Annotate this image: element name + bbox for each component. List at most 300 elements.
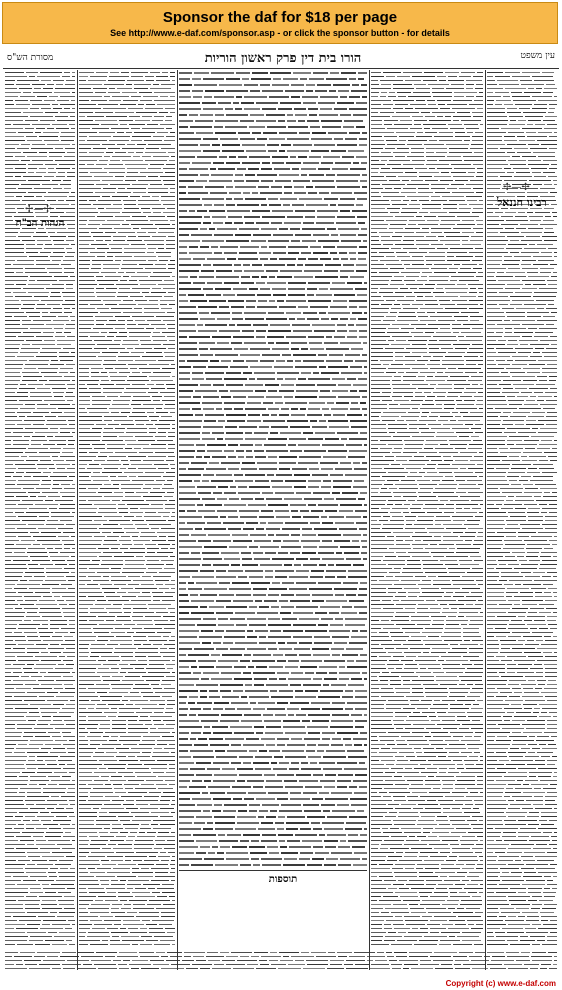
word-mark [360, 654, 367, 656]
word-mark [79, 912, 88, 913]
word-mark [89, 452, 98, 453]
word-mark [34, 296, 48, 297]
word-mark [335, 618, 343, 620]
word-mark [470, 180, 483, 181]
word-mark [360, 630, 367, 632]
text-line [371, 164, 483, 165]
word-mark [79, 760, 97, 761]
word-mark [5, 688, 14, 689]
word-mark [362, 408, 367, 410]
word-mark [252, 276, 259, 278]
word-mark [222, 696, 239, 698]
word-mark [21, 184, 40, 185]
word-mark [392, 168, 413, 169]
word-mark [5, 940, 27, 941]
text-line [179, 384, 367, 386]
word-mark [41, 80, 51, 81]
word-mark [355, 360, 367, 362]
text-line [79, 128, 175, 129]
text-line [5, 704, 75, 705]
word-mark [448, 124, 462, 125]
word-mark [5, 232, 18, 233]
word-mark [5, 116, 28, 117]
text-line [179, 450, 367, 452]
word-mark [202, 552, 219, 554]
word-mark [169, 768, 175, 769]
word-mark [168, 520, 175, 521]
word-mark [279, 762, 289, 764]
word-mark [151, 388, 165, 389]
word-mark [63, 448, 75, 449]
word-mark [142, 356, 163, 357]
word-mark [69, 424, 75, 425]
word-mark [403, 72, 422, 73]
word-mark [190, 594, 198, 596]
word-mark [364, 828, 367, 830]
word-mark [475, 88, 483, 89]
text-line [179, 696, 367, 698]
text-line [179, 678, 367, 680]
word-mark [261, 738, 275, 740]
word-mark [300, 666, 317, 668]
word-mark [472, 136, 483, 137]
word-mark [371, 92, 379, 93]
word-mark [453, 176, 474, 177]
word-mark [179, 468, 186, 470]
text-line [79, 468, 175, 469]
sponsor-subtitle[interactable]: See http://www.e-daf.com/sponsor.asp - or click the sponsor button - for details [3, 28, 557, 39]
word-mark [123, 260, 146, 261]
word-mark [279, 306, 296, 308]
word-mark [5, 716, 24, 717]
word-mark [203, 474, 214, 476]
word-mark [226, 630, 245, 632]
word-mark [88, 80, 106, 81]
text-line [5, 672, 75, 673]
word-mark [5, 80, 15, 81]
word-mark [299, 654, 311, 656]
word-mark [120, 832, 128, 833]
word-mark [333, 258, 339, 260]
word-mark [46, 572, 69, 573]
text-line [79, 648, 175, 649]
text-line [79, 556, 175, 557]
word-mark [217, 342, 229, 344]
text-line [179, 90, 367, 92]
word-mark [214, 204, 224, 206]
text-line [179, 156, 367, 158]
text-line [79, 148, 175, 149]
word-mark [290, 426, 310, 428]
word-mark [248, 168, 259, 170]
word-mark [132, 536, 138, 537]
word-mark [97, 672, 118, 673]
word-mark [324, 678, 337, 680]
word-mark [5, 740, 28, 741]
word-mark [191, 666, 197, 668]
word-mark [252, 210, 270, 212]
word-mark [147, 320, 161, 321]
word-mark [411, 200, 417, 201]
word-mark [172, 660, 175, 661]
word-mark [286, 828, 298, 830]
word-mark [52, 180, 61, 181]
text-line [79, 320, 175, 321]
word-mark [179, 744, 192, 746]
word-mark [250, 534, 266, 536]
word-mark [121, 424, 134, 425]
word-mark [88, 224, 100, 225]
word-mark [393, 152, 409, 153]
word-mark [5, 612, 25, 613]
word-mark [132, 400, 151, 401]
word-mark [159, 704, 165, 705]
word-mark [48, 192, 69, 193]
text-line [5, 120, 75, 121]
word-mark [140, 536, 157, 537]
word-mark [153, 272, 172, 273]
word-mark [362, 174, 367, 176]
word-mark [79, 700, 89, 701]
text-line [79, 780, 175, 781]
text-line [79, 528, 175, 529]
word-mark [308, 480, 321, 482]
word-mark [224, 402, 245, 404]
word-mark [24, 576, 32, 577]
word-mark [98, 548, 109, 549]
word-mark [364, 366, 367, 368]
word-mark [65, 148, 75, 149]
word-mark [179, 156, 195, 158]
word-mark [443, 208, 457, 209]
word-mark [392, 204, 407, 205]
word-mark [320, 462, 338, 464]
word-mark [79, 560, 90, 561]
word-mark [170, 260, 175, 261]
word-mark [52, 636, 62, 637]
word-mark [362, 132, 367, 134]
text-line [5, 520, 75, 521]
page-title: הורו בית דין פרק ראשון הוריות [153, 50, 413, 66]
word-mark [305, 264, 323, 266]
word-mark [243, 264, 250, 266]
word-mark [79, 868, 86, 869]
word-mark [310, 420, 317, 422]
word-mark [57, 100, 69, 101]
word-mark [179, 678, 199, 680]
word-mark [168, 236, 175, 237]
word-mark [13, 560, 30, 561]
word-mark [64, 308, 70, 309]
word-mark [23, 112, 43, 113]
word-mark [79, 156, 102, 157]
word-mark [308, 714, 330, 716]
word-mark [51, 412, 62, 413]
word-mark [112, 500, 120, 501]
word-mark [147, 904, 161, 905]
word-mark [55, 148, 63, 149]
word-mark [134, 544, 143, 545]
word-mark [244, 108, 260, 110]
text-line [79, 400, 175, 401]
word-mark [359, 330, 367, 332]
word-mark [308, 378, 330, 380]
word-mark [79, 572, 95, 573]
word-mark [148, 168, 161, 169]
word-mark [140, 808, 158, 809]
word-mark [154, 944, 170, 945]
sponsor-banner[interactable] [2, 2, 558, 44]
word-mark [196, 684, 218, 686]
word-mark [125, 564, 144, 565]
word-mark [412, 160, 425, 161]
word-mark [87, 116, 104, 117]
word-mark [123, 276, 129, 277]
word-mark [155, 452, 174, 453]
word-mark [316, 294, 332, 296]
word-mark [5, 248, 24, 249]
word-mark [294, 474, 310, 476]
word-mark [109, 320, 116, 321]
word-mark [56, 808, 64, 809]
word-mark [164, 484, 172, 485]
word-mark [348, 684, 364, 686]
word-mark [124, 696, 141, 697]
word-mark [97, 344, 120, 345]
word-mark [216, 576, 236, 578]
word-mark [45, 580, 66, 581]
word-mark [246, 306, 255, 308]
word-mark [160, 176, 175, 177]
word-mark [14, 696, 37, 697]
text-line [79, 604, 175, 605]
word-mark [63, 348, 75, 349]
word-mark [288, 678, 311, 680]
text-line [5, 624, 75, 625]
word-mark [79, 404, 90, 405]
text-line [179, 804, 367, 806]
word-mark [157, 532, 175, 533]
word-mark [14, 552, 25, 553]
word-mark [321, 618, 333, 620]
text-line [179, 762, 367, 764]
word-mark [172, 544, 175, 545]
word-mark [122, 344, 139, 345]
word-mark [145, 472, 164, 473]
sponsor-title[interactable]: Sponsor the daf for $18 per page [3, 9, 557, 26]
word-mark [170, 76, 175, 77]
word-mark [25, 428, 48, 429]
word-mark [309, 174, 324, 176]
word-mark [95, 112, 113, 113]
text-line [5, 720, 75, 721]
text-line [79, 372, 175, 373]
word-mark [5, 556, 28, 557]
text-line [5, 828, 75, 829]
word-mark [23, 332, 41, 333]
word-mark [348, 324, 354, 326]
word-mark [295, 366, 317, 368]
word-mark [217, 438, 223, 440]
text-line [5, 412, 75, 413]
word-mark [127, 144, 135, 145]
word-mark [474, 100, 483, 101]
word-mark [139, 744, 155, 745]
word-mark [142, 128, 164, 129]
word-mark [141, 784, 154, 785]
text-line [371, 88, 483, 89]
word-mark [135, 840, 153, 841]
word-mark [156, 412, 168, 413]
word-mark [242, 462, 255, 464]
word-mark [284, 222, 301, 224]
word-mark [279, 414, 289, 416]
word-mark [268, 522, 283, 524]
text-line [179, 228, 367, 230]
word-mark [79, 376, 89, 377]
word-mark [260, 564, 282, 566]
word-mark [287, 150, 309, 152]
word-mark [127, 328, 144, 329]
word-mark [323, 480, 331, 482]
word-mark [113, 236, 126, 237]
word-mark [271, 426, 288, 428]
word-mark [193, 258, 205, 260]
word-mark [386, 76, 395, 77]
word-mark [41, 652, 48, 653]
text-line [79, 268, 175, 269]
word-mark [220, 720, 239, 722]
word-mark [171, 516, 175, 517]
text-line [79, 916, 175, 917]
word-mark [210, 792, 225, 794]
text-line [79, 700, 175, 701]
word-mark [453, 116, 471, 117]
word-mark [257, 306, 277, 308]
word-mark [158, 512, 170, 513]
text-line [79, 804, 175, 805]
word-mark [38, 680, 54, 681]
word-mark [179, 642, 200, 644]
word-mark [111, 860, 123, 861]
word-mark [215, 822, 235, 824]
word-mark [47, 436, 53, 437]
word-mark [79, 280, 95, 281]
word-mark [389, 180, 400, 181]
word-mark [56, 680, 75, 681]
word-mark [90, 792, 113, 793]
word-mark [179, 336, 187, 338]
word-mark [227, 210, 250, 212]
word-mark [30, 776, 46, 777]
word-mark [204, 96, 212, 98]
word-mark [79, 828, 102, 829]
word-mark [219, 84, 242, 86]
word-mark [215, 288, 231, 290]
text-line [179, 246, 367, 248]
word-mark [159, 420, 175, 421]
word-mark [169, 648, 175, 649]
word-mark [151, 812, 169, 813]
word-mark [42, 184, 58, 185]
word-mark [28, 192, 46, 193]
word-mark [59, 764, 65, 765]
word-mark [354, 192, 367, 194]
word-mark [128, 756, 135, 757]
text-line [79, 764, 175, 765]
word-mark [66, 600, 75, 601]
text-line [179, 174, 367, 176]
word-mark [5, 820, 21, 821]
text-line [371, 200, 483, 201]
word-mark [279, 648, 292, 650]
word-mark [337, 732, 358, 734]
word-mark [72, 144, 75, 145]
word-mark [152, 196, 159, 197]
word-mark [128, 928, 138, 929]
text-line [79, 748, 175, 749]
word-mark [96, 276, 103, 277]
word-mark [257, 174, 277, 176]
word-mark [69, 196, 75, 197]
word-mark [238, 132, 250, 134]
word-mark [332, 714, 349, 716]
word-mark [364, 372, 367, 374]
word-mark [237, 324, 251, 326]
word-mark [196, 762, 211, 764]
word-mark [330, 474, 343, 476]
word-mark [35, 132, 41, 133]
word-mark [269, 276, 275, 278]
word-mark [231, 306, 244, 308]
word-mark [5, 480, 16, 481]
word-mark [115, 368, 128, 369]
word-mark [147, 412, 154, 413]
word-mark [79, 640, 95, 641]
word-mark [157, 744, 167, 745]
word-mark [37, 772, 52, 773]
word-mark [249, 606, 257, 608]
word-mark [343, 582, 358, 584]
word-mark [25, 600, 37, 601]
text-line [5, 616, 75, 617]
word-mark [113, 868, 130, 869]
word-mark [5, 172, 26, 173]
word-mark [349, 132, 360, 134]
word-mark [231, 342, 242, 344]
word-mark [156, 584, 163, 585]
word-mark [266, 528, 280, 530]
word-mark [142, 576, 151, 577]
word-mark [14, 316, 27, 317]
word-mark [171, 880, 175, 881]
word-mark [291, 408, 298, 410]
text-line [179, 114, 367, 116]
word-mark [129, 336, 150, 337]
word-mark [100, 916, 113, 917]
word-mark [5, 908, 23, 909]
word-mark [71, 128, 75, 129]
text-line [79, 724, 175, 725]
word-mark [87, 736, 101, 737]
word-mark [115, 648, 136, 649]
text-line [79, 520, 175, 521]
word-mark [218, 660, 238, 662]
word-mark [5, 212, 16, 213]
word-mark [285, 666, 298, 668]
word-mark [402, 180, 409, 181]
word-mark [42, 316, 56, 317]
